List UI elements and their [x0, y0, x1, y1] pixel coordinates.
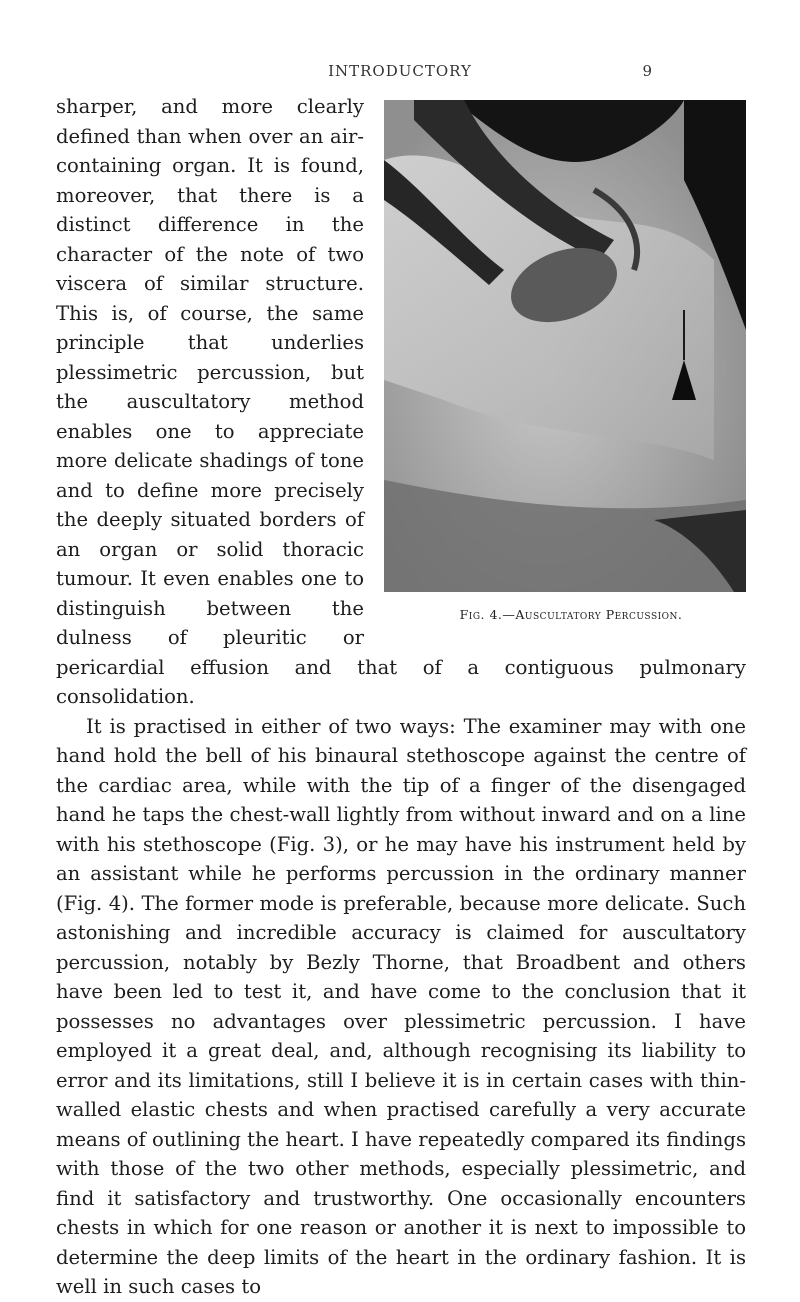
paragraph-1: sharper, and more clearly defined than when over an air-containing organ. It is found, moreover, that there is a distinct difference in the character of the note of two viscera of similar structure. This is, of course, the same principle that underlies plessimetric percussion, but the auscultatory method enables one to appreciate more delicate shadings of tone and to define more precisely the deeply situated borders of an organ or solid thoracic tumour. It even enables one to distinguish between the dulness of pleuritic or pericardial effusion and that of a contiguous pulmonary consolidation.: [56, 95, 746, 708]
paragraph-2: It is practised in either of two ways: The examiner may with one hand hold the bell of his binaural stethoscope against the centre of the cardiac area, while with the tip of a finger of the disengaged hand he taps the chest-wall lightly from without inward and on a line with his stethoscope (Fig. 3), or he may have his instrument held by an assistant while he performs percussion in the ordinary manner (Fig. 4). The former mode is preferable, because more delicate. Such astonishing and incredible accuracy is claimed for auscultatory percussion, notably by Bezly Thorne, that Broadbent and others have been led to test it, and have come to the conclusion that it possesses no advantages over plessimetric percussion. I have employed it a great deal, and, although recognising its liability to error and its limitations, still I believe it is in certain cases with thin-walled elastic chests and when practised carefully a very accurate means of outlining the heart. I have repeatedly compared its findings with those of the two other methods, especially plessimetric, and find it satisfactory and trustworthy. One occasionally encounters chests in which for one reason or another it is next to impossible to determine the deep limits of the heart in the ordinary fashion. It is well in such cases to: [56, 714, 747, 1298]
body-text: [56, 92, 746, 1302]
figure-4: [382, 92, 760, 632]
figure-photograph: [384, 100, 746, 592]
figure-caption: Fig. 4.—Auscultatory Percussion.: [459, 607, 683, 622]
page-header: [0, 62, 800, 92]
page-number: 9: [642, 62, 652, 80]
running-head: INTRODUCTORY: [328, 62, 472, 80]
